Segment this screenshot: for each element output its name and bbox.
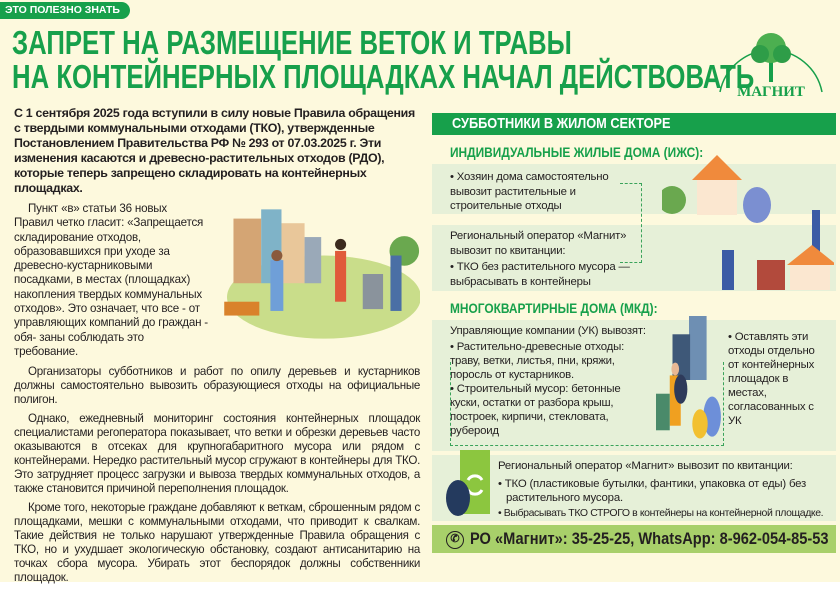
mkd-bullet-4-text: ТКО (пластиковые бутылки, фантики, упаковка от еды) без растительного мусора. <box>504 477 807 504</box>
title-line-1: ЗАПРЕТ НА РАЗМЕЩЕНИЕ ВЕТОК И ТРАВЫ <box>12 24 572 61</box>
title-line-2: НА КОНТЕЙНЕРНЫХ ПЛОЩАДКАХ НАЧАЛ ДЕЙСТВОВАТЬ <box>12 58 755 95</box>
mkd-operator-text: Региональный оператор «Магнит» вывозит по квитанции: <box>498 460 793 472</box>
rule-paragraph <box>14 202 420 359</box>
phone-icon: ✆ <box>446 531 464 549</box>
mkd-heading <box>450 300 694 316</box>
paragraph: Однако, ежедневный мониторинг состояния контейнерных площадок специалистами регоператора показывает, что ветки и обрезки деревьев часто оказываются в отсеках для крупногабаритного мусора или рядом с контейнерами. Нередко растительный мусор сгружают в контейнеры для ТКО. Это затрудняет процесс загрузки и вывоза твердых коммунальных отходов, а также становится причиной переполнения площадок. <box>14 412 420 496</box>
section-badge: ЭТО ПОЛЕЗНО ЗНАТЬ <box>0 2 130 19</box>
rule-text: Пункт «в» статьи 36 новых Правил четко гласит: «Запрещается складирование отходов, образовавшихся при уходе за древесно-кустарниковыми посадками, в местах (площадках) накопления твердых коммунальных отходов». Это означает, что все - от управляющих компаний до граждан - обя- <box>14 202 208 344</box>
magnit-logo <box>712 22 830 100</box>
mkd-bullet-3-text: Оставлять эти отходы отдельно от контейнерных площадок в местах, согласованных с УК <box>728 331 815 427</box>
mkd-bullet-2: • Строительный мусор: бетонные куски, остатки от разбора крыш, построек, кирпичи, стекловата, рубероид <box>450 383 621 437</box>
izhs-bullet-1-text: Хозяин дома самостоятельно вывозит растительные и строительные отходы <box>450 171 609 212</box>
izhs-heading-text: ИНДИВИДУАЛЬНЫЕ ЖИЛЫЕ ДОМА (ИЖС): <box>450 144 704 160</box>
mkd-bullet-3: • Оставлять эти отходы отдельно от контейнерных площадок в местах, согласованных с УК <box>728 331 815 427</box>
mkd-operator-box <box>432 455 836 521</box>
section-header-subbotniki <box>432 113 836 135</box>
mkd-bullet-1-text: Растительно-древесные отходы: траву, ветки, листья, пни, кряжи, поросль от кустарников. <box>450 341 625 381</box>
cleanup-illustration <box>215 208 420 340</box>
mkd-heading-text: МНОГОКВАРТИРНЫЕ ДОМА (МКД): <box>450 300 658 316</box>
houses-illustration <box>662 150 834 290</box>
intro-text: С 1 сентября 2025 года вступили в силу новые Правила обращения с твердыми коммунальными отходами (ТКО), утвержденные Постановлением Правительства РФ № 293 от 07.03.2025 г. Эти изменения касаются и древесно-растительных отходов (РДО), которые теперь запрещено складировать на контейнерных площадках. <box>14 106 415 195</box>
mkd-bullet-1: • Растительно-древесные отходы: траву, ветки, листья, пни, кряжи, поросль от кустарников. <box>450 341 625 381</box>
svg-text:МАГНИТ: МАГНИТ <box>737 84 805 100</box>
page-title <box>12 26 754 94</box>
rule-text-end: заны соблюдать это требование. <box>14 330 144 358</box>
mkd-bullet-4: • ТКО (пластиковые бутылки, фантики, упаковка от еды) без растительного мусора. <box>498 477 807 504</box>
izhs-bullet-2-text: ТКО без растительного мусора — выбрасывать в контейнеры <box>450 261 630 288</box>
paragraph: Организаторы субботников и работ по опилу деревьев и кустарников должны самостоятельно вывозить образующиеся отходы на официальные полигон. <box>14 365 420 407</box>
izhs-bullet-1: • Хозяин дома самостоятельно вывозит растительные и строительные отходы <box>450 171 609 212</box>
mkd-bullet-5-text: Выбрасывать ТКО СТРОГО в контейнеры на контейнерной площадке. <box>503 506 824 519</box>
recycle-bin-icon <box>444 450 494 520</box>
mkd-bullet-5: • Выбрасывать ТКО СТРОГО в контейнеры на контейнерной площадке. <box>498 506 824 519</box>
article-column <box>14 106 420 590</box>
contact-phone-text[interactable]: РО «Магнит»: 35-25-25, WhatsApp: 8-962-054-85-53 <box>470 529 829 548</box>
section-header-text: СУББОТНИКИ В ЖИЛОМ СЕКТОРЕ <box>452 115 671 132</box>
connector-line <box>620 183 642 263</box>
body-text <box>14 365 420 585</box>
izhs-bullet-2: • ТКО без растительного мусора — выбрасывать в контейнеры <box>450 261 630 288</box>
mkd-illustration <box>656 316 722 444</box>
izhs-operator-text: Региональный оператор «Магнит» вывозит по квитанции: <box>450 230 627 257</box>
mkd-bullet-2-text: Строительный мусор: бетонные куски, остатки от разбора крыш, построек, кирпичи, стекловата, рубероид <box>450 383 621 437</box>
paragraph: Кроме того, некоторые граждане добавляют к веткам, сброшенным рядом с площадками, мешки с коммунальными отходами, что приводит к свалкам. Такие действия не только нарушают утвержденные Правила обращения с ТКО, но и ухудшает экологическую обстановку, создают антисанитарию на точках сбора мусора. Убирать этот беспорядок должны собственники площадок. <box>14 501 420 585</box>
contact-bar <box>432 525 836 553</box>
mkd-uk-text: Управляющие компании (УК) вывозят: <box>450 325 646 337</box>
